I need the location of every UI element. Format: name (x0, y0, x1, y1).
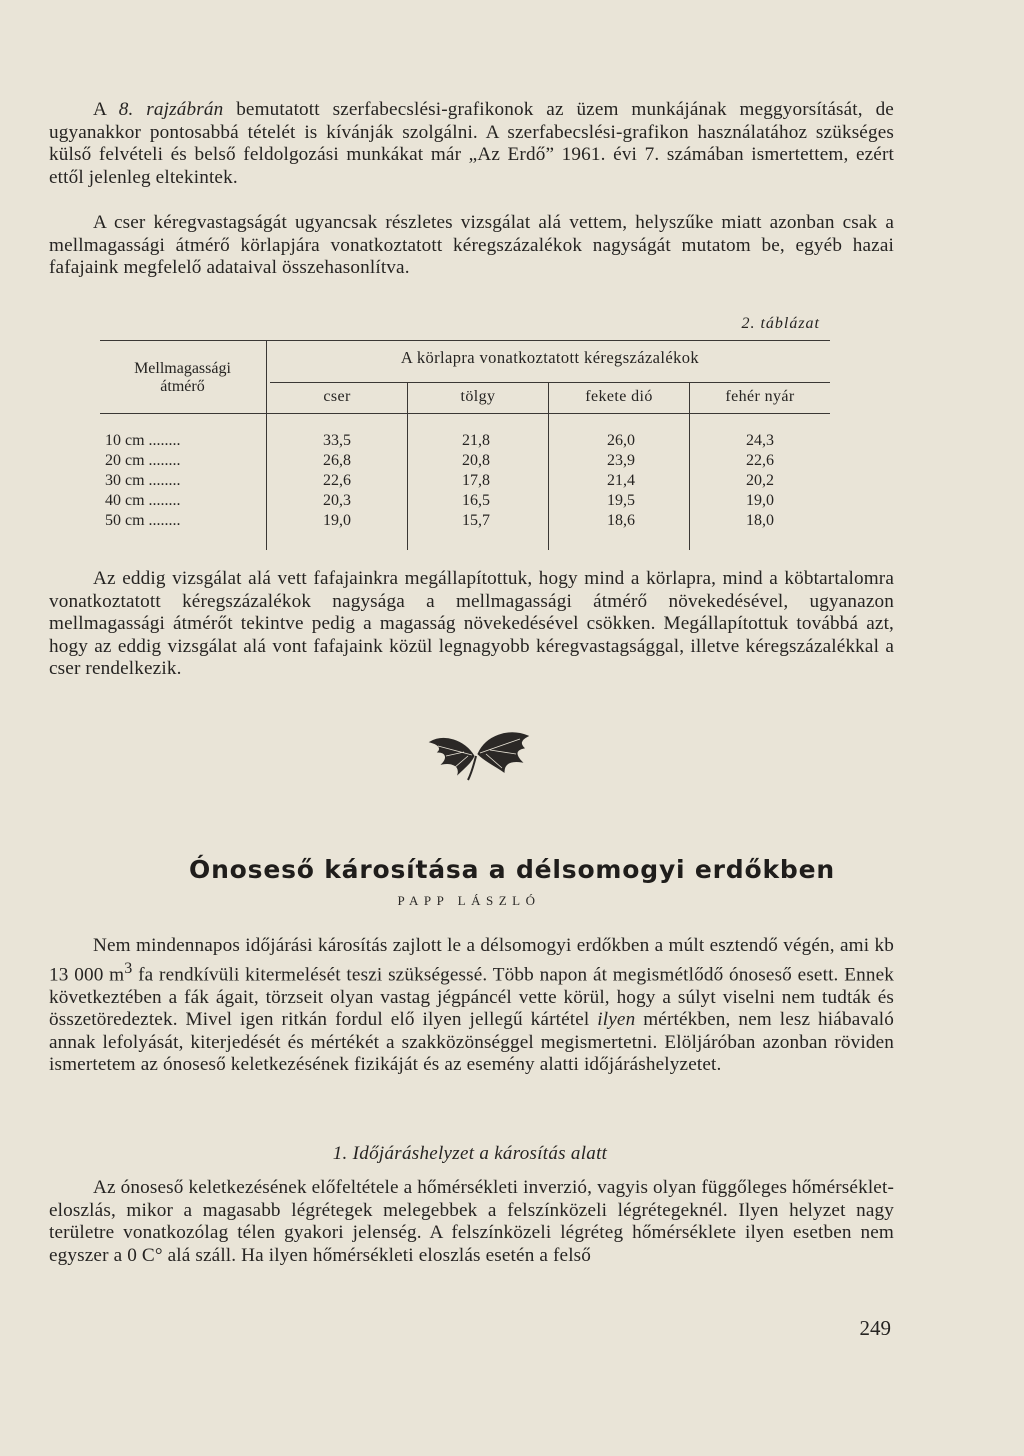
table-cell: 23,9 (607, 452, 635, 469)
column-header-cser: cser (323, 388, 351, 405)
paragraph-text: fa rendkívüli kitermelését teszi szükségessé. Több napon át megismétlődő ónoseső esett. Ennek következtében a fák ágait, törzseit olyan vastag jégpáncél vette körül, hogy a súlyt viselni nem tudták és összetöredeztek. Mivel igen ritkán fordul elő ilyen jellegű kártétel (49, 963, 894, 1031)
section-heading: 1. Időjáráshelyzet a károsítás alatt (332, 1143, 608, 1164)
leaf-ornament-icon (424, 722, 534, 784)
emphasis: ilyen (597, 1009, 636, 1031)
table-header-rule (270, 382, 830, 383)
row-label: 10 cm ........ (105, 432, 181, 449)
article-title: Ónoseső károsítása a délsomogyi erdőkben (189, 855, 835, 884)
paragraph-text: Nem mindennapos időjárási károsítás zajlott le a délsomogyi erdőkben a múlt esztendő végén, ami kb 13 000 m (49, 935, 894, 985)
article-author: PAPP LÁSZLÓ (397, 893, 541, 908)
row-label: 50 cm ........ (105, 512, 181, 529)
table-header-bottom-rule (100, 413, 830, 414)
table-cell: 21,4 (607, 472, 635, 489)
row-header-line: átmérő (160, 378, 205, 395)
paragraph-text: bemutatott szerfabecslési-grafikonok az üzem munkájának meggyorsítását, de ugyanakkor pontosabbá tételét is kívánják szolgálni. A szerfabecslési-grafikon használatához szükséges külső felvételi és belső feldolgozási munkákat már „Az Erdő” 1961. évi 7. számában ismertettem, ezért ettől jelenleg eltekintek. (49, 99, 894, 188)
paragraph-keregvastagsag: A cser kéregvastagságát ugyancsak részletes vizsgálat alá vettem, helyszűke miatt azonban csak a mellmagassági átmérő körlapjára vonatkoztatott kéregszázalékok nagyságát mutatom be, egyéb hazai fafajaink megfelelő adataival összehasonlítva. (49, 212, 894, 279)
table-column-divider (407, 382, 408, 550)
row-header-line: Mellmagassági (134, 360, 231, 377)
table-cell: 22,6 (323, 472, 351, 489)
table-cell: 18,0 (746, 512, 774, 529)
row-label: 40 cm ........ (105, 492, 181, 509)
row-header (100, 360, 265, 396)
table-cell: 24,3 (746, 432, 774, 449)
column-header-fekete-dio: fekete dió (585, 388, 653, 405)
bark-percentage-table (100, 340, 830, 550)
table-column-divider (548, 382, 549, 550)
table-cell: 22,6 (746, 452, 774, 469)
paragraph-text: A (93, 99, 119, 120)
table-cell: 20,8 (462, 452, 490, 469)
table-cell: 19,5 (607, 492, 635, 509)
table-cell: 15,7 (462, 512, 490, 529)
figure-reference: 8. rajzábrán (118, 99, 224, 120)
page-number: 249 (859, 1316, 891, 1340)
table-cell: 18,6 (607, 512, 635, 529)
table-cell: 33,5 (323, 432, 351, 449)
table-caption: 2. táblázat (741, 315, 820, 332)
table-cell: 19,0 (323, 512, 351, 529)
table-cell: 26,0 (607, 432, 635, 449)
superscript: 3 (124, 959, 133, 977)
table-cell: 20,2 (746, 472, 774, 489)
table-cell: 20,3 (323, 492, 351, 509)
table-cell: 26,8 (323, 452, 351, 469)
column-header-feher-nyar: fehér nyár (725, 388, 795, 405)
table-cell: 21,8 (462, 432, 490, 449)
table-cell: 19,0 (746, 492, 774, 509)
table-column-divider (266, 340, 267, 550)
row-label: 20 cm ........ (105, 452, 181, 469)
table-column-divider (689, 382, 690, 550)
table-cell: 17,8 (462, 472, 490, 489)
row-label: 30 cm ........ (105, 472, 181, 489)
column-header-tolgy: tölgy (460, 388, 496, 405)
paragraph-intro (49, 935, 894, 1077)
table-top-rule (100, 340, 830, 341)
table-cell: 16,5 (462, 492, 490, 509)
group-header: A körlapra vonatkoztatott kéregszázalékok (400, 348, 700, 367)
paragraph-text: mértékben, nem lesz hiábavaló annak lefolyását, kiterjedését és mértékét a szakközönséggel megismertetni. Elöljáróban azonban röviden ismertetem az ónoseső keletkezésének fizikáját és az esemény alatti időjáráshelyzetet. (49, 1009, 894, 1076)
paragraph-grafikon (49, 99, 894, 189)
paragraph-conclusion: Az eddig vizsgálat alá vett fafajainkra megállapítottuk, hogy mind a körlapra, mind a köbtartalomra vonatkoztatott kéregszázalékok nagysága a mellmagassági átmérő növekedésével, ugyanazon mellmagassági átmérőt tekintve pedig a magasság növekedésével csökken. Megállapítottuk továbbá azt, hogy az eddig vizsgálat alá vont fafajaink közül legnagyobb kéregvastagsággal, illetve kéregszázalékkal a cser rendelkezik. (49, 568, 894, 680)
paragraph-weather: Az ónoseső keletkezésének előfeltétele a hőmérsékleti inverzió, vagyis olyan függőleges hőmérséklet-eloszlás, mikor a magasabb légrétegek melegebbek a felszínközeli légrétegeknél. Ilyen helyzet nagy területre vonatkozólag télen gyakori jelenség. A felszínközeli légréteg hőmérséklete ilyen esetben nem egyszer a 0 C° alá száll. Ha ilyen hőmérsékleti eloszlás esetén a felső (49, 1177, 894, 1266)
